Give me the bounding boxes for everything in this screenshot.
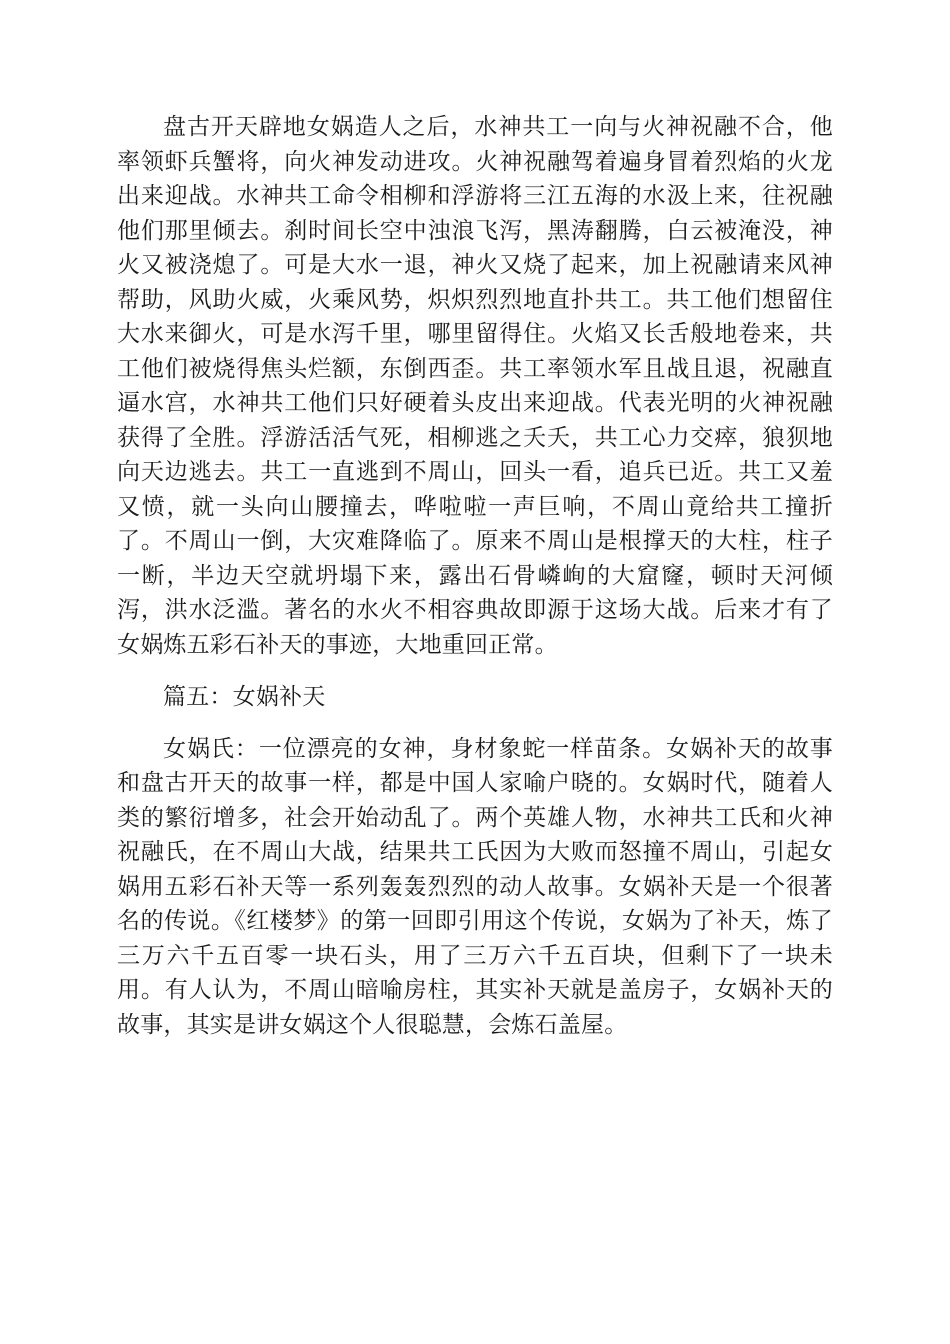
document-body: [117, 110, 833, 1042]
paragraph-gonggong-battle: 盘古开天辟地女娲造人之后，水神共工一向与火神祝融不合，他率领虾兵蟹将，向火神发动进攻。火神祝融驾着遍身冒着烈焰的火龙出来迎战。水神共工命令相柳和浮游将三江五海的水汲上来，往祝融他们那里倾去。刹时间长空中浊浪飞泻，黑涛翻腾，白云被淹没，神火又被浇熄了。可是大水一退，神火又烧了起来，加上祝融请来风神帮助，风助火威，火乘风势，炽炽烈烈地直扑共工。共工他们想留住大水来御火，可是水泻千里，哪里留得住。火焰又长舌般地卷来，共工他们被烧得焦头烂额，东倒西歪。共工率领水军且战且退，祝融直逼水宫，水神共工他们只好硬着头皮出来迎战。代表光明的火神祝融获得了全胜。浮游活活气死，相柳逃之夭夭，共工心力交瘁，狼狈地向天边逃去。共工一直逃到不周山，回头一看，追兵已近。共工又羞又愤，就一头向山腰撞去，哗啦啦一声巨响，不周山竟给共工撞折了。不周山一倒，大灾难降临了。原来不周山是根撑天的大柱，柱子一断，半边天空就坍塌下来，露出石骨嶙峋的大窟窿，顿时天河倾泻，洪水泛滥。著名的水火不相容典故即源于这场大战。后来才有了女娲炼五彩石补天的事迹，大地重回正常。: [117, 114, 833, 658]
section-heading: 篇五：女娲补天: [163, 684, 326, 710]
paragraph-nuwa-mends-sky: 女娲氏：一位漂亮的女神，身材象蛇一样苗条。女娲补天的故事和盘古开天的故事一样，都是中国人家喻户晓的。女娲时代，随着人类的繁衍增多，社会开始动乱了。两个英雄人物，水神共工氏和火神祝融氏，在不周山大战，结果共工氏因为大败而怒撞不周山，引起女娲用五彩石补天等一系列轰轰烈烈的动人故事。女娲补天是一个很著名的传说。《红楼梦》的第一回即引用这个传说，女娲为了补天，炼了三万六千五百零一块石头，用了三万六千五百块，但剩下了一块未用。有人认为，不周山暗喻房柱，其实补天就是盖房子，女娲补天的故事，其实是讲女娲这个人很聪慧，会炼石盖屋。: [117, 735, 833, 1038]
